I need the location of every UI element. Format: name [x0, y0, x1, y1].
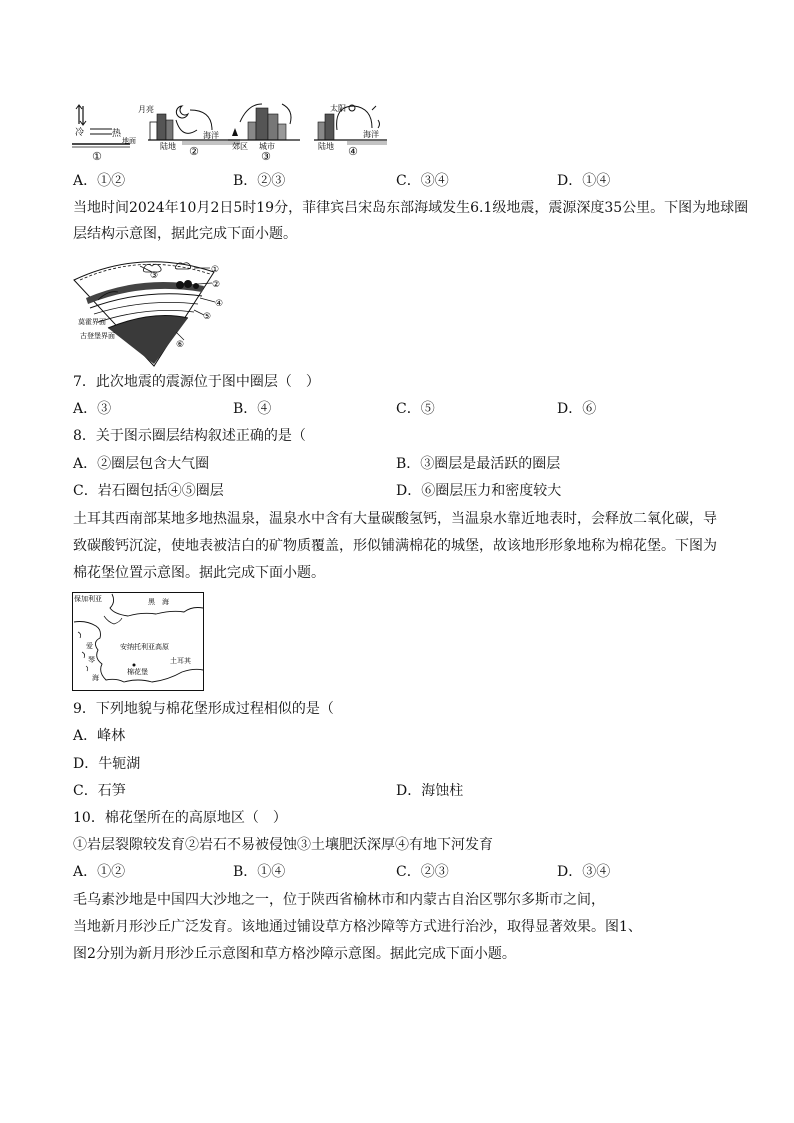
- map-anatolia-label: 安纳托利亚高原: [120, 643, 169, 651]
- map-cotton-castle-label: 棉花堡: [127, 668, 148, 676]
- map-turkey-label: 土耳其: [170, 657, 191, 665]
- map-blacksea-label: 黑 海: [148, 598, 169, 606]
- diagram-4: [314, 103, 387, 158]
- earth-label-6: ⑥: [176, 340, 185, 350]
- diagram-2: [138, 105, 240, 158]
- q8-stem: 8．关于图示圈层结构叙述正确的是（: [73, 428, 306, 444]
- cotton-intro-line-3: 棉花堡位置示意图。据此完成下面小题。: [73, 565, 325, 581]
- city-label: 城市: [259, 142, 275, 151]
- earth-label-3: ③: [150, 271, 159, 281]
- cotton-castle-map: [72, 592, 204, 692]
- q7-option-b[interactable]: B．④: [233, 401, 272, 417]
- earth-label-5: ⑤: [203, 312, 212, 322]
- cotton-intro-line-2: 致碳酸钙沉淀，使地表被洁白的矿物质覆盖，形似铺满棉花的城堡，故该地形形象地称为棉花堡。下图为: [73, 538, 717, 554]
- desert-intro-line-3: 图2分别为新月形沙丘示意图和草方格沙障示意图。据此完成下面小题。: [73, 946, 516, 962]
- q6-option-a[interactable]: A．①②: [73, 173, 126, 189]
- map-aegean-label-2: 琴: [88, 656, 95, 664]
- map-aegean-label-1: 爱: [86, 642, 93, 650]
- map-bulgaria-label: 保加利亚: [74, 595, 102, 603]
- quake-intro-line-1: 当地时间2024年10月2日5时19分，菲律宾吕宋岛东部海域发生6.1级地震，震源深度35公里。下图为地球圈: [73, 200, 749, 216]
- diagram-3: [228, 104, 300, 162]
- q10-option-a[interactable]: A．①②: [73, 864, 126, 880]
- q8-option-b[interactable]: B．③圈层是最活跃的圈层: [396, 456, 561, 472]
- q9-option-a[interactable]: A．峰林: [73, 728, 126, 744]
- desert-intro-line-1: 毛乌素沙地是中国四大沙地之一，位于陕西省榆林市和内蒙古自治区鄂尔多斯市之间，: [73, 892, 605, 908]
- q9-option-d-oxbow[interactable]: D．牛轭湖: [73, 756, 141, 772]
- q8-option-d[interactable]: D．⑥圈层压力和密度较大: [396, 483, 562, 499]
- q10-option-b[interactable]: B．①④: [233, 864, 286, 880]
- q6-option-c[interactable]: C．③④: [396, 173, 449, 189]
- q10-statements: ①岩层裂隙较发育②岩石不易被侵蚀③土壤肥沃深厚④有地下河发育: [73, 837, 493, 853]
- ocean-label-4: 海洋: [363, 130, 379, 139]
- q7-stem: 7．此次地震的震源位于图中圈层（ ）: [73, 374, 320, 390]
- earth-label-2: ②: [212, 280, 221, 290]
- q7-option-d[interactable]: D．⑥: [557, 401, 597, 417]
- q10-option-d[interactable]: D．③④: [557, 864, 611, 880]
- q9-option-c[interactable]: C．石笋: [73, 783, 126, 799]
- ground-label: 地面: [122, 137, 136, 145]
- diagram-3-number: ③: [261, 150, 271, 162]
- q10-option-c[interactable]: C．②③: [396, 864, 449, 880]
- map-aegean-label-3: 海: [92, 674, 99, 682]
- ocean-label-2: 海洋: [203, 131, 219, 140]
- circulation-diagrams: [72, 100, 402, 162]
- hot-label: 热: [112, 129, 122, 139]
- moon-label: 月亮: [138, 105, 154, 114]
- q6-option-b[interactable]: B．②③: [233, 173, 286, 189]
- earth-label-4: ④: [215, 299, 224, 309]
- q7-option-c[interactable]: C．⑤: [396, 401, 435, 417]
- q9-option-d-seastack[interactable]: D．海蚀柱: [396, 783, 464, 799]
- desert-intro-line-2: 当地新月形沙丘广泛发育。该地通过铺设草方格沙障等方式进行治沙，取得显著效果。图1、: [73, 919, 642, 935]
- q8-option-c[interactable]: C．岩石圈包括④⑤圈层: [73, 483, 224, 499]
- q6-option-d[interactable]: D．①④: [557, 173, 611, 189]
- suburb-label: 郊区: [232, 142, 248, 151]
- diagram-1-number: ①: [92, 150, 102, 162]
- q10-stem: 10．棉花堡所在的高原地区（ ）: [73, 810, 287, 826]
- diagram-1: [72, 105, 136, 162]
- diagram-4-number: ④: [348, 145, 358, 158]
- q7-option-a[interactable]: A．③: [73, 401, 112, 417]
- cotton-intro-line-1: 土耳其西南部某地多地热温泉，温泉水中含有大量碳酸氢钙，当温泉水靠近地表时，会释放二氧化碳，导: [73, 511, 717, 527]
- diagram-2-number: ②: [189, 145, 199, 158]
- q9-stem: 9．下列地貌与棉花堡形成过程相似的是（: [73, 701, 334, 717]
- land-label-4: 陆地: [318, 142, 334, 151]
- land-label-2: 陆地: [160, 142, 176, 151]
- cold-label: 冷: [75, 128, 85, 138]
- moho-label: 莫霍界面: [78, 318, 106, 326]
- sun-label: 太阳: [330, 104, 346, 113]
- earth-label-1: ①: [211, 265, 220, 275]
- gutenberg-label: 古登堡界面: [80, 332, 115, 340]
- q8-option-a[interactable]: A．②圈层包含大气圈: [73, 456, 210, 472]
- earth-spheres-diagram: [72, 252, 242, 368]
- quake-intro-line-2: 层结构示意图，据此完成下面小题。: [73, 226, 297, 242]
